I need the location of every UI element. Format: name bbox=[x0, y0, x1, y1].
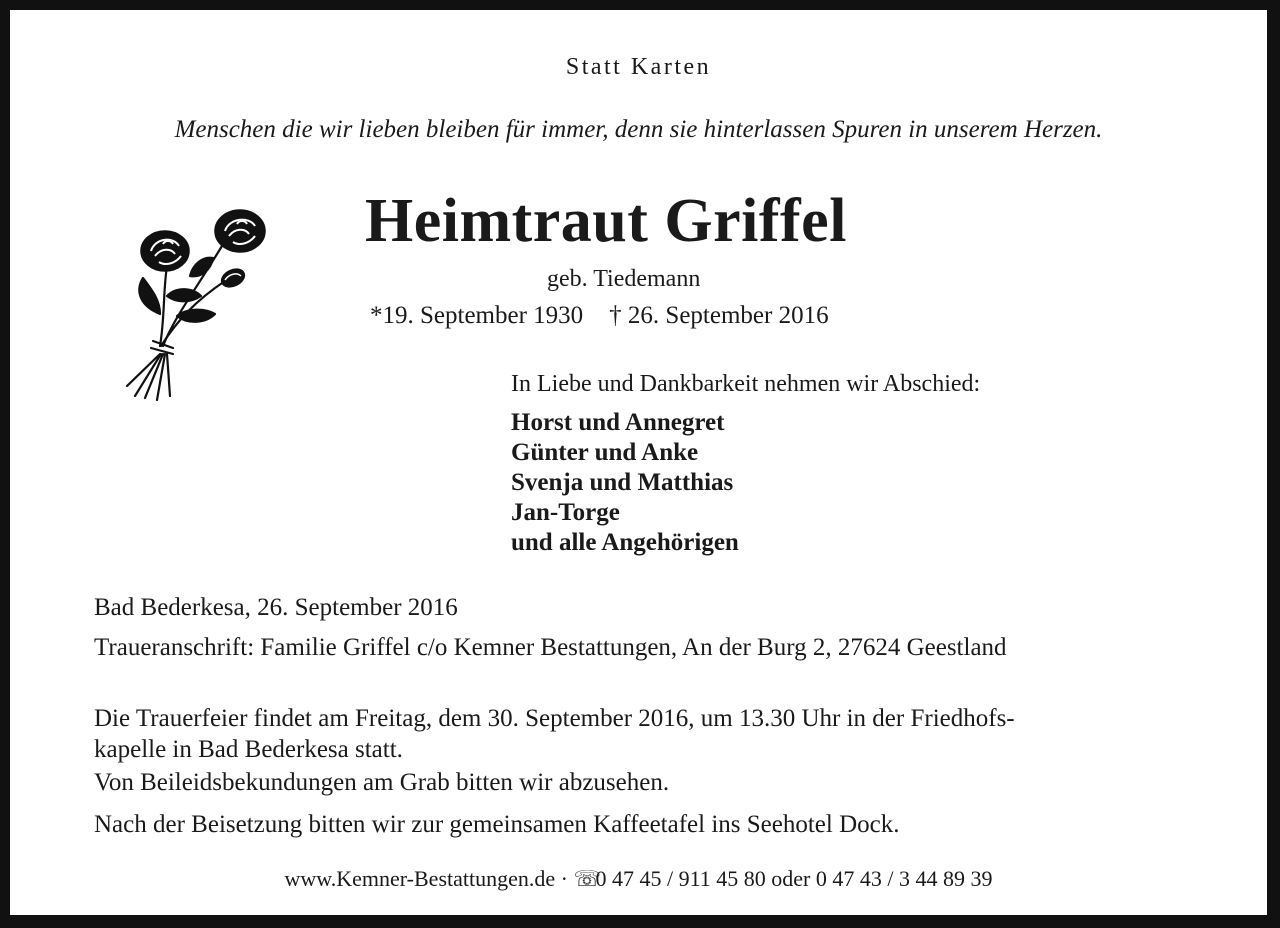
footer-contact bbox=[10, 866, 1267, 892]
mourner-item: und alle Angehörigen bbox=[511, 529, 739, 556]
condolence-note: Von Beileidsbekundungen am Grab bitten wir abzusehen. bbox=[94, 769, 670, 796]
header-statt-karten: Statt Karten bbox=[565, 54, 712, 80]
service-line-2: kapelle in Bad Bederkesa statt. bbox=[94, 736, 403, 763]
deceased-name: Heimtraut Griffel bbox=[365, 187, 847, 255]
place-and-date: Bad Bederkesa, 26. September 2016 bbox=[94, 594, 458, 621]
footer-separator: · bbox=[560, 866, 568, 891]
service-line-1: Die Trauerfeier findet am Freitag, dem 30. September 2016, um 13.30 Uhr in der Friedhofs- bbox=[94, 705, 1015, 732]
obituary-notice bbox=[10, 10, 1267, 915]
birth-date: *19. September 1930 bbox=[370, 302, 584, 329]
coffee-note: Nach der Beisetzung bitten wir zur gemeinsamen Kaffeetafel ins Seehotel Dock. bbox=[94, 811, 900, 838]
mourner-item: Günter und Anke bbox=[511, 439, 699, 466]
farewell-line: In Liebe und Dankbarkeit nehmen wir Abschied: bbox=[511, 371, 981, 397]
mourning-address: Traueranschrift: Familie Griffel c/o Kemner Bestattungen, An der Burg 2, 27624 Geestland bbox=[94, 634, 1007, 661]
roses-illustration-icon bbox=[115, 196, 270, 401]
footer-website: www.Kemner-Bestattungen.de bbox=[284, 866, 556, 891]
mourners-list bbox=[511, 408, 739, 558]
life-dates bbox=[370, 302, 829, 330]
death-date: † 26. September 2016 bbox=[609, 302, 829, 329]
footer-phones: 0 47 45 / 911 45 80 oder 0 47 43 / 3 44 89 39 bbox=[595, 866, 993, 891]
phone-icon: ☏ bbox=[573, 866, 601, 891]
funeral-service-info bbox=[94, 703, 1194, 765]
motto-quote: Menschen die wir lieben bleiben für immer, denn sie hinterlassen Spuren in unserem Herzen. bbox=[174, 116, 1103, 143]
mourner-item: Svenja und Matthias bbox=[511, 469, 734, 496]
mourner-item: Horst und Annegret bbox=[511, 409, 725, 436]
birth-name: geb. Tiedemann bbox=[547, 266, 701, 292]
mourner-item: Jan-Torge bbox=[511, 499, 620, 526]
